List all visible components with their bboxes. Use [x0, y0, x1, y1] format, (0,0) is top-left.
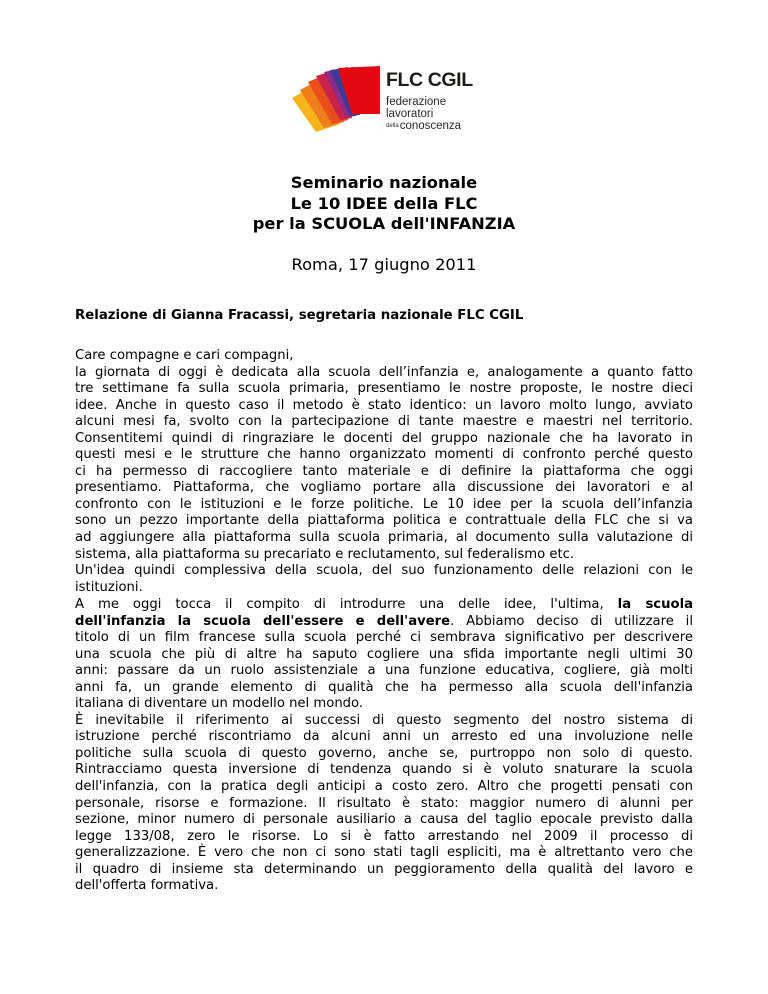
flc-logo-mark-icon [290, 66, 382, 134]
p2-line: anni: passare da un ruolo assistenziale a una funzione educativa, cogliere, già molti [75, 663, 693, 679]
flc-cgil-logo [290, 66, 490, 134]
p2-line: personale, risorse e formazione. Il risultato è stato: maggior numero di alunni per [75, 795, 693, 811]
p1-line: sono un pezzo importante della piattaforma politica e contrattuale della FLC che si va [75, 513, 693, 529]
logo-line-lavoratori: lavoratori [386, 108, 434, 120]
logo-conoscenza: conoscenza [399, 120, 462, 132]
p1-line: Consentitemi quindi di ringraziare le docenti del gruppo nazionale che ha lavorato in [75, 430, 693, 446]
title-line-2: Le 10 IDEE della FLC [290, 193, 478, 213]
p2-line: legge 133/08, zero le risorse. Lo si è fatto arrestando nel 2009 il processo di [75, 828, 693, 844]
p1-line: Care compagne e cari compagni, [75, 348, 294, 363]
p2-line: politiche sulla scuola di questo governo, anche se, purtroppo non solo di questo. [75, 745, 693, 761]
p2-line: anni fa, un grande elemento di qualità che ha permesso alla scuola dell'infanzia [75, 679, 693, 695]
p1-line: presentiamo. Piattaforma, che vogliamo portare alla discussione dei lavoratori e al [75, 480, 693, 496]
p2-line: istruzione perché riscontriamo da alcuni anni un arresto ed una involuzione nelle [75, 729, 693, 745]
document-title [0, 173, 768, 235]
place-date: Roma, 17 giugno 2011 [291, 255, 477, 274]
p1-line: confronto con le istituzioni e le forze politiche. Le 10 idee per la scuola dell’infanzia [75, 496, 693, 512]
p2-line: il quadro di insieme sta determinando un peggioramento della qualità del lavoro e [75, 861, 693, 877]
p2-line-1 [75, 597, 693, 614]
p2-line: sezione, minor numero di personale ausiliario a causa del taglio epocale previsto dalla [75, 812, 693, 828]
p1-line: idee. Anche in questo caso il metodo è stato identico: un lavoro molto lungo, avviato [75, 397, 693, 413]
p2-line-2-text: . Abbiamo deciso di utilizzare il [450, 613, 693, 629]
logo-line-federazione: federazione [386, 96, 447, 108]
p2-line: dell'infanzia, con la pratica degli anticipi a costo zero. Altro che progetti pensati con [75, 779, 693, 795]
p1-line: ad aggiungere alla piattaforma sulla scuola primaria, al documento sulla valutazione di [75, 530, 693, 546]
p2-line: dell'offerta formativa. [75, 878, 219, 894]
p1-line: la giornata di oggi è dedicata alla scuola dell’infanzia e, analogamente a quanto fatto [75, 364, 693, 380]
p2-line: generalizzazione. È vero che non ci sono stati tagli espliciti, ma è altrettanto vero che [75, 845, 693, 861]
paragraph-2 [75, 597, 693, 895]
p1-line: tre settimane fa sulla scuola primaria, presentiamo le nostre proposte, le nostre dieci [75, 381, 693, 397]
logo-della: della [386, 123, 399, 129]
p1-line: alcuni mesi fa, svolto con la partecipazione di tante maestre e maestri nel territorio. [75, 414, 693, 430]
logo-brand: FLC CGIL [386, 69, 473, 91]
p2-line: È inevitabile il riferimento ai successi di questo segmento del nostro sistema di [75, 712, 693, 728]
p2-line-1-text: A me oggi tocca il compito di introdurre una delle idee, l'ultima, [75, 597, 604, 612]
p2-line: italiana di diventare un modello nel mondo. [75, 696, 364, 712]
p1-line: Un'idea quindi complessiva della scuola, del suo funzionamento delle relazioni con le [75, 563, 693, 579]
p1-line: istituzioni. [75, 579, 143, 595]
p2-line-2 [75, 614, 693, 631]
p1-line: sistema, alla piattaforma su precariato e reclutamento, sul federalismo etc. [75, 546, 575, 562]
logo-line-conoscenza [386, 120, 461, 132]
paragraph-1 [75, 348, 693, 596]
title-line-3: per la SCUOLA dell'INFANZIA [252, 214, 516, 233]
p2-bold-1: la scuola [617, 597, 693, 612]
title-line-1: Seminario nazionale [290, 173, 478, 192]
p2-bold-2: dell'infanzia la scuola dell'essere e dell'avere [75, 613, 451, 629]
p2-line: una scuola che più di altre ha saputo cogliere una sfida importante negli ultimi 30 [75, 646, 693, 662]
p1-line: ci ha permesso di raccogliere tanto materiale e di definire la piattaforma che oggi [75, 463, 693, 479]
p2-line: titolo di un film francese sulla scuola perché ci sembrava significativo per descrivere [75, 630, 693, 646]
p2-line: Rintracciamo questa inversione di tendenza quando si è voluto snaturare la scuola [75, 762, 693, 778]
relazione-heading: Relazione di Gianna Fracassi, segretaria nazionale FLC CGIL [75, 308, 524, 323]
p1-line: questi mesi e le strutture che hanno organizzato momenti di confronto perché questo [75, 447, 693, 463]
